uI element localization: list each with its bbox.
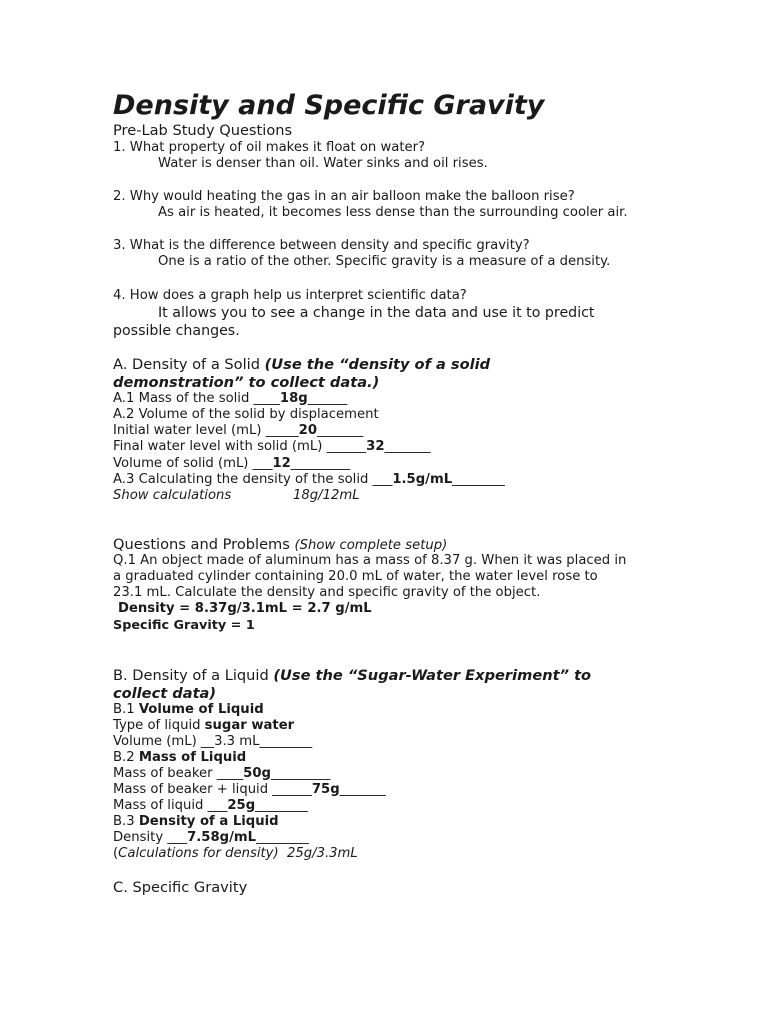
- b1-line: [113, 702, 264, 718]
- prelab-heading: Pre-Lab Study Questions: [113, 122, 293, 139]
- mass-of-liquid-blank: ________: [255, 798, 308, 813]
- type-of-liquid-line: [113, 718, 294, 734]
- question-1-line-2: a graduated cylinder containing 20.0 mL of water, the water level rose to: [113, 569, 598, 584]
- type-of-liquid-label: Type of liquid: [113, 718, 205, 733]
- prelab-answer-2: As air is heated, it becomes less dense than the surrounding cooler air.: [158, 205, 628, 220]
- page-title: Density and Specific Gravity: [113, 90, 545, 121]
- calculations-for-density-label: Calculations for density): [118, 846, 279, 861]
- volume-of-solid-line: [113, 456, 350, 472]
- mass-of-liquid-line: [113, 798, 308, 814]
- section-b-heading-note: (Use the “Sugar-Water Experiment” to: [273, 667, 592, 684]
- mass-of-beaker-value: 50g: [243, 766, 271, 781]
- b1-title: Volume of Liquid: [138, 702, 264, 717]
- final-water-level-line: [113, 439, 431, 455]
- density-answer: Density = 8.37g/3.1mL = 2.7 g/mL: [118, 601, 372, 616]
- section-a-heading-note: (Use the “density of a solid: [264, 356, 491, 373]
- density-of-solid-blank: ________: [452, 472, 505, 487]
- mass-of-solid-line: [113, 391, 347, 407]
- section-b-heading: [113, 667, 591, 685]
- mass-of-beaker-line: [113, 766, 330, 782]
- type-of-liquid-value: sugar water: [204, 718, 295, 733]
- volume-by-displacement-label: A.2 Volume of the solid by displacement: [113, 407, 379, 422]
- b3-prefix: B.3: [113, 814, 139, 829]
- section-a-heading: [113, 356, 490, 374]
- b3-line: [113, 814, 279, 830]
- calculations-for-density-line: [113, 846, 358, 862]
- mass-of-beaker-label: Mass of beaker ____: [113, 766, 244, 781]
- section-b-heading-text: B. Density of a Liquid: [113, 667, 274, 684]
- prelab-answer-4-line-1: It allows you to see a change in the data and use it to predict: [158, 305, 595, 321]
- volume-of-liquid-line: Volume (mL) __3.3 mL________: [113, 734, 313, 749]
- prelab-answer-3: One is a ratio of the other. Specific gravity is a measure of a density.: [158, 254, 611, 269]
- prelab-question-1: 1. What property of oil makes it float on water?: [113, 140, 426, 155]
- calculations-for-density-value: 25g/3.3mL: [278, 846, 358, 861]
- mass-of-liquid-value: 25g: [227, 798, 256, 813]
- final-water-level-label: Final water level with solid (mL) ______: [113, 439, 367, 454]
- volume-of-solid-value: 12: [272, 456, 291, 471]
- show-calculations-line: [113, 488, 360, 504]
- mass-beaker-liquid-blank: _______: [339, 782, 386, 797]
- section-c-heading: C. Specific Gravity: [113, 879, 248, 896]
- question-1-line-1: Q.1 An object made of aluminum has a mass of 8.37 g. When it was placed in: [113, 553, 627, 568]
- questions-heading-note: (Show complete setup): [294, 538, 448, 553]
- questions-heading-line: [113, 536, 447, 554]
- prelab-question-4: 4. How does a graph help us interpret scientific data?: [113, 288, 467, 303]
- mass-beaker-liquid-label: Mass of beaker + liquid ______: [113, 782, 312, 797]
- question-1-line-3: 23.1 mL. Calculate the density and specific gravity of the object.: [113, 585, 541, 600]
- initial-water-level-blank: _______: [317, 423, 364, 438]
- mass-of-liquid-label: Mass of liquid ___: [113, 798, 228, 813]
- mass-of-solid-value: 18g: [279, 391, 308, 406]
- b2-prefix: B.2: [113, 750, 139, 765]
- initial-water-level-line: [113, 423, 363, 439]
- prelab-question-2: 2. Why would heating the gas in an air balloon make the balloon rise?: [113, 189, 575, 204]
- mass-of-beaker-blank: _________: [270, 766, 331, 781]
- prelab-question-3: 3. What is the difference between density and specific gravity?: [113, 238, 530, 253]
- section-b-heading-note-line-2: collect data): [113, 685, 217, 702]
- volume-of-solid-blank: _________: [290, 456, 351, 471]
- mass-of-solid-label: A.1 Mass of the solid ____: [113, 391, 280, 406]
- final-water-level-blank: _______: [384, 439, 431, 454]
- initial-water-level-label: Initial water level (mL) _____: [113, 423, 299, 438]
- density-of-liquid-line: [113, 830, 309, 846]
- density-of-solid-line: [113, 472, 505, 488]
- b2-line: [113, 750, 246, 766]
- density-of-liquid-value: 7.58g/mL: [187, 830, 257, 845]
- prelab-answer-4-line-2: possible changes.: [113, 323, 240, 339]
- b1-prefix: B.1: [113, 702, 139, 717]
- mass-beaker-liquid-line: [113, 782, 386, 798]
- density-of-solid-label: A.3 Calculating the density of the solid ___: [113, 472, 393, 487]
- volume-of-solid-label: Volume of solid (mL) ___: [113, 456, 273, 471]
- density-of-liquid-label: Density ___: [113, 830, 188, 845]
- calculations-open-paren: (: [113, 846, 119, 861]
- mass-beaker-liquid-value: 75g: [311, 782, 340, 797]
- section-a-heading-text: A. Density of a Solid: [113, 356, 265, 373]
- mass-of-solid-blank: ______: [307, 391, 348, 406]
- initial-water-level-value: 20: [298, 423, 318, 438]
- final-water-level-value: 32: [366, 439, 385, 454]
- specific-gravity-answer: Specific Gravity = 1: [113, 618, 255, 633]
- show-calculations-value: 18g/12mL: [293, 488, 360, 503]
- b2-title: Mass of Liquid: [138, 750, 247, 765]
- density-of-liquid-blank: ________: [256, 830, 309, 845]
- density-of-solid-value: 1.5g/mL: [392, 472, 453, 487]
- show-calculations-label: Show calculations: [113, 488, 232, 503]
- questions-heading: Questions and Problems: [113, 536, 295, 553]
- section-a-heading-note-line-2: demonstration” to collect data.): [113, 374, 380, 391]
- b3-title: Density of a Liquid: [138, 814, 279, 829]
- prelab-answer-1: Water is denser than oil. Water sinks and oil rises.: [158, 156, 488, 171]
